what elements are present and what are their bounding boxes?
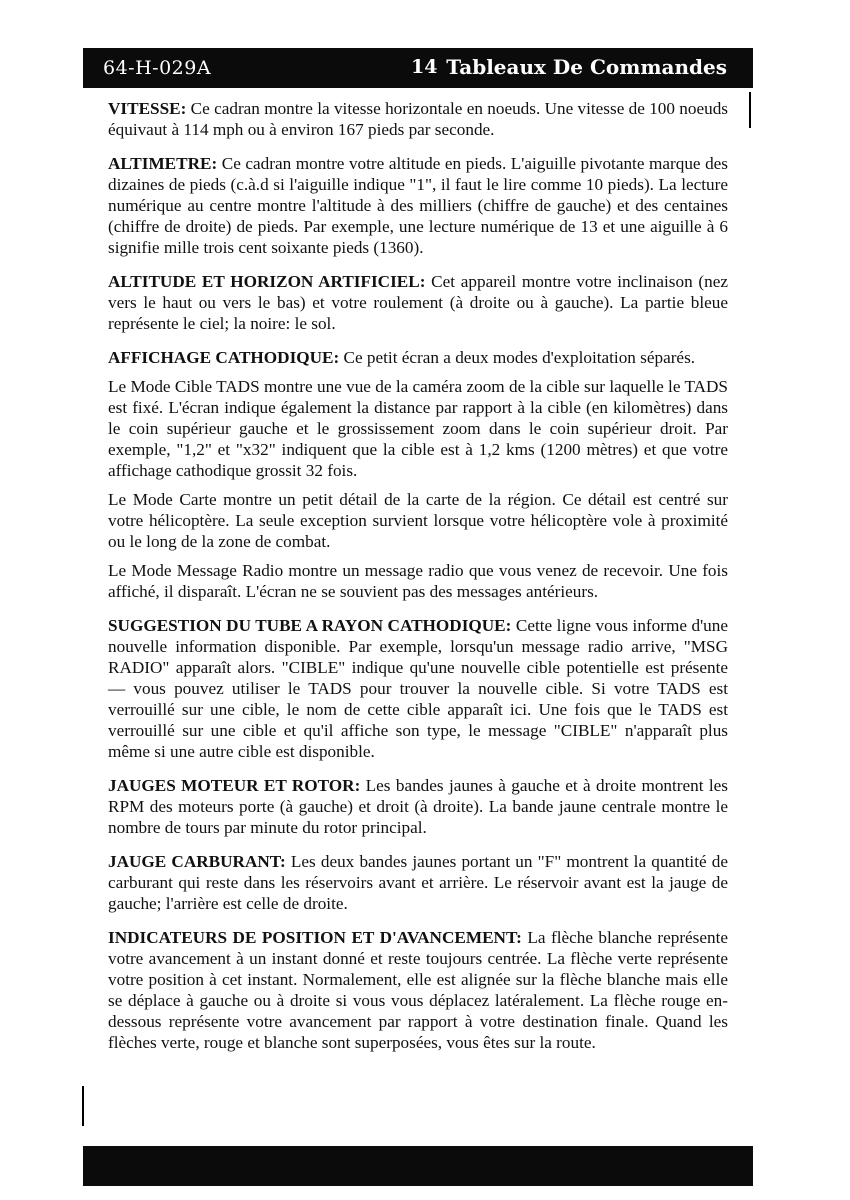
- margin-rule-right: [749, 92, 751, 128]
- section-jauges-moteur-rotor: [108, 775, 728, 838]
- chapter-title: Tableaux De Commandes: [446, 55, 727, 79]
- section-affichage-cathodique: [108, 347, 728, 368]
- section-jauge-carburant: [108, 851, 728, 914]
- section-text: Les bandes jaunes à gauche et à droite montrent les RPM des moteurs porte (à gauche) et droit (à droite). La bande jaune centrale montre le nombre de tours par minute du rotor principal.: [108, 776, 728, 837]
- section-text: La flèche blanche représente votre avancement à un instant donné et reste toujours centrée. La flèche verte représente votre position à cet instant. Normalement, elle est alignée sur la flèche blanche mais elle se déplace à gauche ou à droite si vous vous déplacez latéralement. La flèche rouge en-dessous représente votre avancement par rapport à votre destination finale. Quand les flèches verte, rouge et blanche sont superposées, vous êtes sur la route.: [108, 928, 728, 1052]
- section-text: Cette ligne vous informe d'une nouvelle information disponible. Par exemple, lorsqu'un message radio arrive, "MSG RADIO" apparaît alors. "CIBLE" indique qu'une nouvelle cible potentielle est présente — vous pouvez utiliser le TADS pour trouver la nouvelle cible. Si votre TADS est verrouillé sur une cible, le nom de cette cible apparaît ici. Une fois que le TADS est verrouillé sur une cible et qu'il affiche son type, le message "CIBLE" n'apparaît plus même si une autre cible est disponible.: [108, 616, 728, 761]
- page-footer-bar: [83, 1146, 753, 1186]
- section-text: Le Mode Carte montre un petit détail de la carte de la région. Ce détail est centré sur votre hélicoptère. La seule exception survient lorsque votre hélicoptère vole à proximité ou le long de la zone de combat.: [108, 490, 728, 551]
- section-horizon-artificiel: [108, 271, 728, 334]
- section-vitesse: [108, 98, 728, 140]
- section-text: Cet appareil montre votre inclinaison (nez vers le haut ou vers le bas) et votre roulement (à droite ou à gauche). La partie bleue représente le ciel; la noire: le sol.: [108, 272, 728, 333]
- section-text: Ce petit écran a deux modes d'exploitation séparés.: [339, 348, 696, 367]
- section-term: SUGGESTION DU TUBE A RAYON CATHODIQUE:: [108, 616, 512, 635]
- section-term: INDICATEURS DE POSITION ET D'AVANCEMENT:: [108, 928, 522, 947]
- section-term: JAUGE CARBURANT:: [108, 852, 286, 871]
- section-text: Ce cadran montre la vitesse horizontale en noeuds. Une vitesse de 100 noeuds équivaut à 114 mph ou à environ 167 pieds par seconde.: [108, 99, 728, 139]
- document-code: 64-H-029A: [103, 57, 212, 79]
- margin-rule-left: [82, 1086, 84, 1126]
- section-text: Ce cadran montre votre altitude en pieds. L'aiguille pivotante marque des dizaines de pieds (c.à.d si l'aiguille indique "1", il faut le lire comme 10 pieds). La lecture numérique au centre montre l'altitude à des milliers (chiffre de gauche) et des centaines (chiffre de droite) de pieds. Par exemple, une lecture numérique de 13 et une aiguille à 6 signifie mille trois cent soixante pieds (1360).: [108, 154, 728, 257]
- section-indicateurs-position: [108, 927, 728, 1053]
- section-term: ALTIMETRE:: [108, 154, 218, 173]
- paragraph-mode-message-radio: [108, 560, 728, 602]
- paragraph-mode-carte: [108, 489, 728, 552]
- section-term: VITESSE:: [108, 99, 187, 118]
- page-number: 14: [411, 56, 438, 78]
- section-text: Les deux bandes jaunes portant un "F" montrent la quantité de carburant qui reste dans les réservoirs avant et arrière. Le réservoir avant est la jauge de gauche; l'arrière est celle de droite.: [108, 852, 729, 913]
- section-suggestion-tube: [108, 615, 728, 762]
- section-altimetre: [108, 153, 728, 258]
- section-term: JAUGES MOTEUR ET ROTOR:: [108, 776, 361, 795]
- paragraph-mode-cible: [108, 376, 728, 481]
- page-header-bar: [83, 48, 753, 88]
- section-term: AFFICHAGE CATHODIQUE:: [108, 348, 340, 367]
- page-content: [108, 98, 728, 1066]
- section-text: Le Mode Message Radio montre un message radio que vous venez de recevoir. Une fois affiché, il disparaît. L'écran ne se souvient pas des messages antérieurs.: [108, 561, 728, 601]
- section-term: ALTITUDE ET HORIZON ARTIFICIEL:: [108, 272, 426, 291]
- section-text: Le Mode Cible TADS montre une vue de la caméra zoom de la cible sur laquelle le TADS est fixé. L'écran indique également la distance par rapport à la cible (en kilomètres) dans le coin supérieur gauche et le grossissement zoom dans le coin supérieur droit. Par exemple, "1,2" et "x32" indiquent que la cible est à 1,2 kms (1200 mètres) et que votre affichage cathodique grossit 32 fois.: [108, 377, 728, 480]
